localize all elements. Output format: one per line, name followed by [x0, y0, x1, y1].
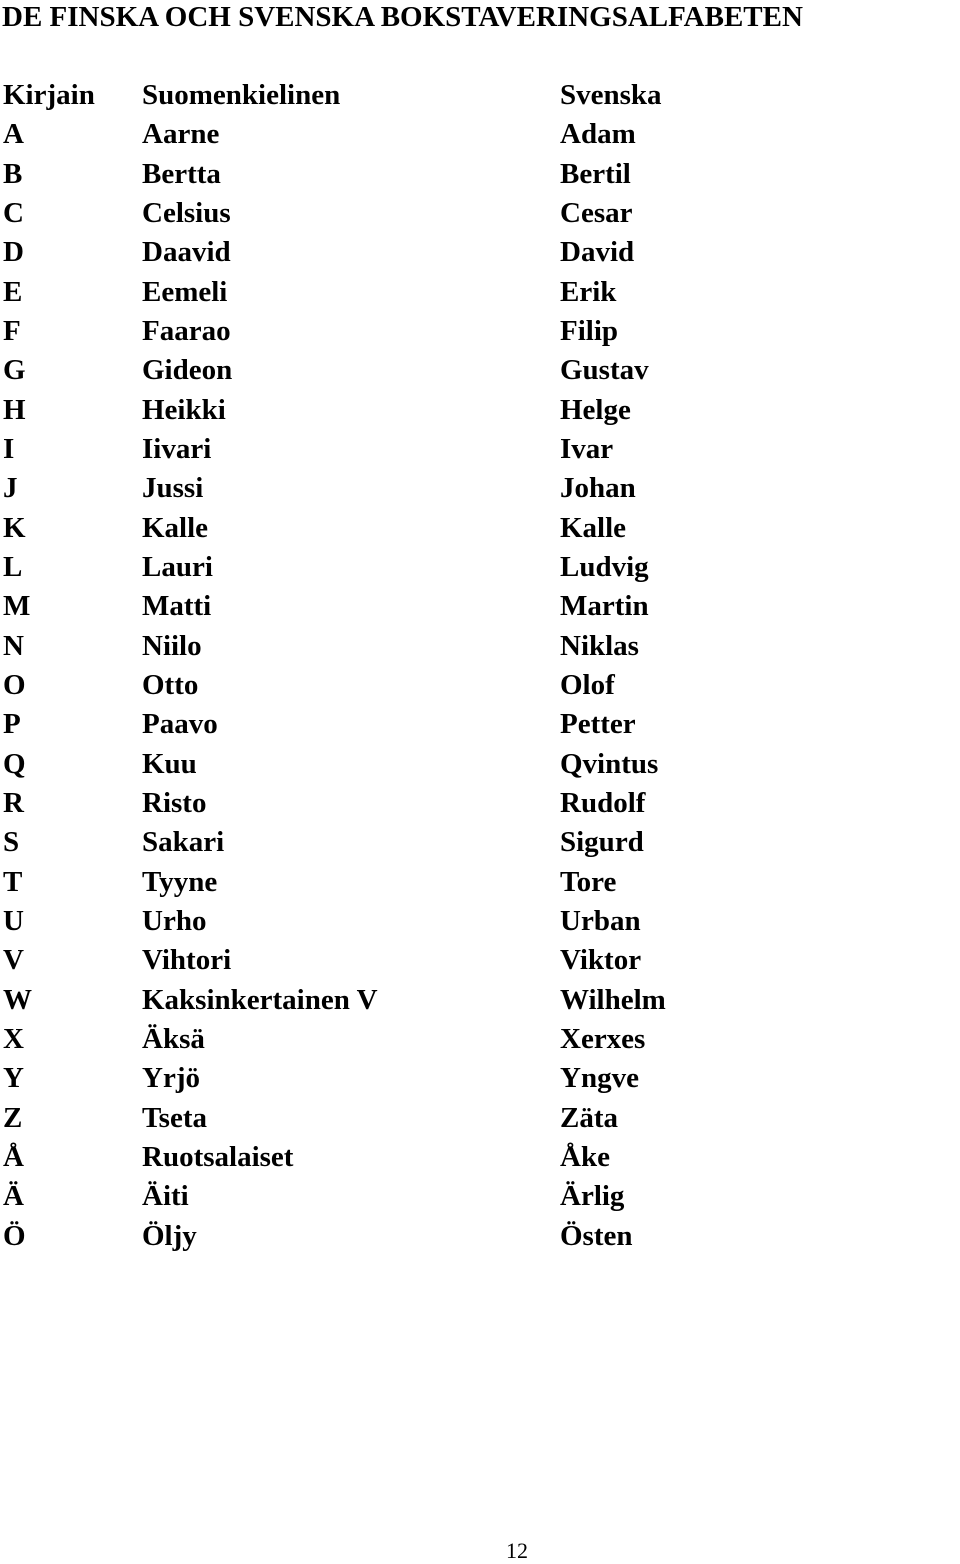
- row-letter: Q: [3, 747, 26, 780]
- row-swedish-word: Tore: [560, 865, 617, 898]
- table-row: [0, 745, 960, 784]
- row-letter: F: [3, 314, 21, 347]
- row-finnish-word: Urho: [142, 904, 207, 937]
- row-swedish-word: Petter: [560, 708, 636, 741]
- table-row: [0, 587, 960, 626]
- row-swedish-word: Helge: [560, 393, 631, 426]
- row-letter: Y: [3, 1062, 24, 1095]
- row-letter: G: [3, 354, 26, 387]
- row-finnish-word: Matti: [142, 590, 212, 623]
- row-finnish-word: Paavo: [142, 708, 218, 741]
- row-letter: R: [3, 786, 24, 819]
- row-finnish-word: Kalle: [142, 511, 209, 544]
- table-row: [0, 391, 960, 430]
- row-finnish-word: Celsius: [142, 196, 231, 229]
- table-row: [0, 666, 960, 705]
- table-row: [0, 627, 960, 666]
- row-finnish-word: Heikki: [142, 393, 226, 426]
- row-letter: N: [3, 629, 24, 662]
- row-swedish-word: Viktor: [560, 944, 642, 977]
- table-row: [0, 548, 960, 587]
- row-finnish-word: Äiti: [142, 1180, 189, 1213]
- row-letter: H: [3, 393, 26, 426]
- table-row: [0, 509, 960, 548]
- row-swedish-word: Wilhelm: [560, 983, 666, 1016]
- table-row: [0, 430, 960, 469]
- row-letter: E: [3, 275, 23, 308]
- table-row: [0, 273, 960, 312]
- page-number: 12: [506, 1538, 528, 1563]
- row-swedish-word: Yngve: [560, 1062, 639, 1095]
- row-swedish-word: Sigurd: [560, 826, 644, 859]
- row-letter: Ö: [3, 1219, 26, 1252]
- table-row: [0, 1099, 960, 1138]
- table-row: [0, 351, 960, 390]
- table-row: [0, 1020, 960, 1059]
- row-letter: D: [3, 236, 24, 269]
- row-finnish-word: Daavid: [142, 236, 231, 269]
- row-swedish-word: Qvintus: [560, 747, 659, 780]
- row-letter: Z: [3, 1101, 23, 1134]
- table-row: [0, 469, 960, 508]
- row-swedish-word: Johan: [560, 472, 636, 505]
- table-row: [0, 1177, 960, 1216]
- table-row: [0, 1059, 960, 1098]
- row-finnish-word: Tseta: [142, 1101, 207, 1134]
- row-swedish-word: Åke: [560, 1140, 610, 1173]
- row-letter: V: [3, 944, 24, 977]
- row-letter: Ä: [3, 1180, 24, 1213]
- row-finnish-word: Niilo: [142, 629, 202, 662]
- header-letter: Kirjain: [3, 79, 95, 111]
- row-finnish-word: Gideon: [142, 354, 233, 387]
- row-finnish-word: Faarao: [142, 314, 231, 347]
- page-title: DE FINSKA OCH SVENSKA BOKSTAVERINGSALFABETEN: [2, 1, 803, 33]
- row-letter: A: [3, 118, 24, 151]
- row-letter: J: [3, 472, 18, 505]
- row-finnish-word: Jussi: [142, 472, 204, 505]
- row-swedish-word: Ivar: [560, 432, 614, 465]
- row-swedish-word: Urban: [560, 904, 641, 937]
- row-swedish-word: Cesar: [560, 196, 633, 229]
- row-finnish-word: Ruotsalaiset: [142, 1140, 294, 1173]
- header-swedish: Svenska: [560, 79, 662, 111]
- row-swedish-word: Adam: [560, 118, 636, 151]
- row-finnish-word: Otto: [142, 668, 199, 701]
- row-finnish-word: Eemeli: [142, 275, 228, 308]
- row-letter: X: [3, 1022, 24, 1055]
- row-finnish-word: Vihtori: [142, 944, 232, 977]
- row-finnish-word: Iivari: [142, 432, 212, 465]
- row-swedish-word: Niklas: [560, 629, 639, 662]
- table-row: [0, 902, 960, 941]
- table-header-row: [0, 76, 960, 115]
- row-swedish-word: Gustav: [560, 354, 649, 387]
- row-swedish-word: Ärlig: [560, 1180, 625, 1213]
- row-finnish-word: Äksä: [142, 1022, 205, 1055]
- row-swedish-word: Zäta: [560, 1101, 618, 1134]
- row-finnish-word: Risto: [142, 786, 207, 819]
- table-row: [0, 705, 960, 744]
- row-letter: U: [3, 904, 24, 937]
- row-finnish-word: Sakari: [142, 826, 225, 859]
- table-row: [0, 981, 960, 1020]
- row-letter: W: [3, 983, 32, 1016]
- row-finnish-word: Lauri: [142, 550, 213, 583]
- row-swedish-word: David: [560, 236, 635, 269]
- row-swedish-word: Bertil: [560, 157, 631, 190]
- spelling-alphabet-table: [0, 76, 960, 1256]
- table-row: [0, 233, 960, 272]
- row-finnish-word: Kaksinkertainen V: [142, 983, 378, 1016]
- row-swedish-word: Xerxes: [560, 1022, 646, 1055]
- row-letter: C: [3, 196, 24, 229]
- row-finnish-word: Yrjö: [142, 1062, 200, 1095]
- table-row: [0, 155, 960, 194]
- row-letter: P: [3, 708, 21, 741]
- row-swedish-word: Ludvig: [560, 550, 649, 583]
- row-letter: S: [3, 826, 20, 859]
- row-swedish-word: Kalle: [560, 511, 627, 544]
- row-finnish-word: Kuu: [142, 747, 197, 780]
- table-row: [0, 312, 960, 351]
- row-finnish-word: Bertta: [142, 157, 221, 190]
- table-row: [0, 823, 960, 862]
- table-row: [0, 863, 960, 902]
- table-row: [0, 941, 960, 980]
- row-letter: K: [3, 511, 26, 544]
- table-body: [0, 115, 960, 1256]
- table-row: [0, 194, 960, 233]
- row-letter: Å: [3, 1140, 24, 1173]
- row-letter: O: [3, 668, 26, 701]
- row-finnish-word: Öljy: [142, 1219, 197, 1252]
- row-letter: I: [3, 432, 15, 465]
- row-letter: T: [3, 865, 23, 898]
- table-row: [0, 1138, 960, 1177]
- row-finnish-word: Tyyne: [142, 865, 218, 898]
- row-swedish-word: Filip: [560, 314, 619, 347]
- row-swedish-word: Martin: [560, 590, 649, 623]
- header-finnish: Suomenkielinen: [142, 79, 341, 111]
- row-swedish-word: Rudolf: [560, 786, 646, 819]
- row-swedish-word: Olof: [560, 668, 615, 701]
- row-finnish-word: Aarne: [142, 118, 220, 151]
- row-swedish-word: Östen: [560, 1219, 633, 1252]
- row-swedish-word: Erik: [560, 275, 617, 308]
- table-row: [0, 784, 960, 823]
- row-letter: B: [3, 157, 23, 190]
- row-letter: L: [3, 550, 23, 583]
- table-row: [0, 1217, 960, 1256]
- table-row: [0, 115, 960, 154]
- row-letter: M: [3, 590, 31, 623]
